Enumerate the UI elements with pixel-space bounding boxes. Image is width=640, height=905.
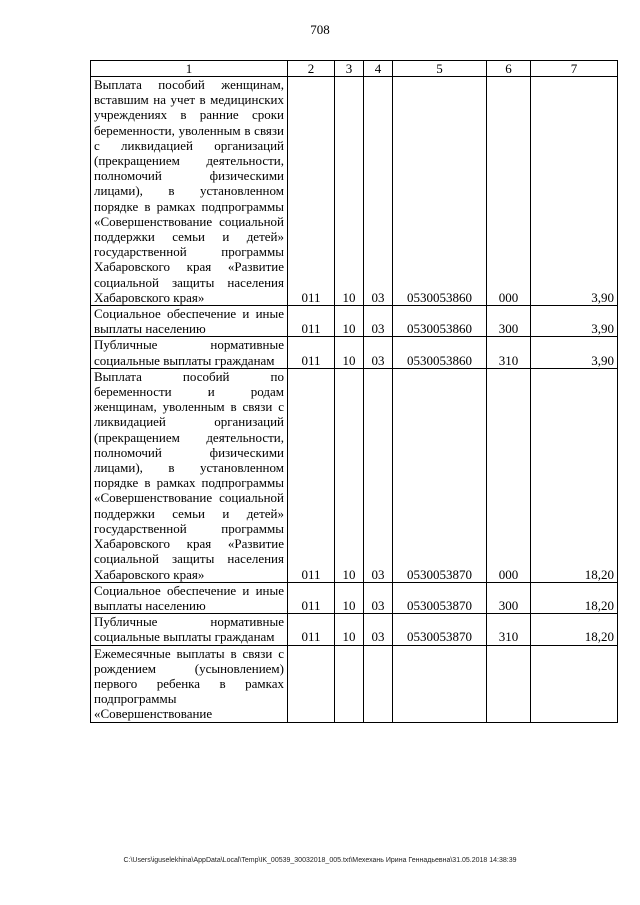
target-article-code: 0530053860 (393, 337, 487, 368)
table-row (91, 368, 618, 582)
expense-type-code: 310 (487, 614, 531, 645)
amount: 3,90 (531, 77, 618, 306)
target-article-code (393, 645, 487, 722)
expense-type-code: 310 (487, 337, 531, 368)
subsection-code: 03 (364, 77, 393, 306)
table-row (91, 614, 618, 645)
expense-type-code: 300 (487, 306, 531, 337)
table-row (91, 645, 618, 722)
target-article-code: 0530053860 (393, 77, 487, 306)
section-code: 10 (335, 368, 364, 582)
header-col-3: 3 (335, 61, 364, 77)
row-name: Выплата пособий по беременности и родам женщинам, уволенным в связи с ликвидацией организаций (прекращением деятельности, полномочий физическими лицами), в установленном порядке в рамках подпрограммы «Совершенствование социальной поддержки семьи и детей» государственной программы Хабаровского края «Развитие социальной защиты населения Хабаровского края» (91, 368, 288, 582)
ved-code: 011 (288, 306, 335, 337)
header-col-7: 7 (531, 61, 618, 77)
table-row (91, 77, 618, 306)
section-code: 10 (335, 337, 364, 368)
expense-type-code (487, 645, 531, 722)
amount (531, 645, 618, 722)
section-code: 10 (335, 77, 364, 306)
target-article-code: 0530053870 (393, 614, 487, 645)
ved-code: 011 (288, 368, 335, 582)
row-name: Публичные нормативные социальные выплаты гражданам (91, 337, 288, 368)
ved-code: 011 (288, 77, 335, 306)
row-name: Ежемесячные выплаты в связи с рождением (усыновлением) первого ребенка в рамках подпрограммы «Совершенствование (91, 645, 288, 722)
row-name: Социальное обеспечение и иные выплаты населению (91, 306, 288, 337)
subsection-code: 03 (364, 306, 393, 337)
header-col-5: 5 (393, 61, 487, 77)
table-row (91, 337, 618, 368)
ved-code: 011 (288, 582, 335, 613)
subsection-code: 03 (364, 582, 393, 613)
section-code (335, 645, 364, 722)
target-article-code: 0530053870 (393, 368, 487, 582)
row-name: Публичные нормативные социальные выплаты гражданам (91, 614, 288, 645)
section-code: 10 (335, 306, 364, 337)
budget-table (90, 60, 618, 723)
expense-type-code: 000 (487, 77, 531, 306)
subsection-code: 03 (364, 368, 393, 582)
row-name: Социальное обеспечение и иные выплаты населению (91, 582, 288, 613)
page-number: 708 (310, 22, 330, 37)
header-col-2: 2 (288, 61, 335, 77)
amount: 18,20 (531, 582, 618, 613)
ved-code: 011 (288, 337, 335, 368)
header-col-6: 6 (487, 61, 531, 77)
subsection-code: 03 (364, 614, 393, 645)
header-col-4: 4 (364, 61, 393, 77)
expense-type-code: 000 (487, 368, 531, 582)
subsection-code (364, 645, 393, 722)
amount: 3,90 (531, 337, 618, 368)
table-row (91, 582, 618, 613)
subsection-code: 03 (364, 337, 393, 368)
row-name: Выплата пособий женщинам, вставшим на учет в медицинских учреждениях в ранние сроки беременности, уволенным в связи с ликвидацией организаций (прекращением деятельности, полномочий физическими лицами), в установленном порядке в рамках подпрограммы «Совершенствование социальной поддержки семьи и детей» государственной программы Хабаровского края «Развитие социальной защиты населения Хабаровского края» (91, 77, 288, 306)
table-row (91, 306, 618, 337)
file-path-footer: C:\Users\iguselekhina\AppData\Local\Temp\IK_00539_30032018_005.txt\Мехехань Ирина Геннадьевна\31.05.2018 14:38:39 (123, 857, 517, 864)
amount: 18,20 (531, 368, 618, 582)
ved-code: 011 (288, 614, 335, 645)
header-col-1: 1 (91, 61, 288, 77)
header-row (91, 61, 618, 77)
ved-code (288, 645, 335, 722)
section-code: 10 (335, 614, 364, 645)
expense-type-code: 300 (487, 582, 531, 613)
amount: 18,20 (531, 614, 618, 645)
target-article-code: 0530053870 (393, 582, 487, 613)
section-code: 10 (335, 582, 364, 613)
amount: 3,90 (531, 306, 618, 337)
target-article-code: 0530053860 (393, 306, 487, 337)
